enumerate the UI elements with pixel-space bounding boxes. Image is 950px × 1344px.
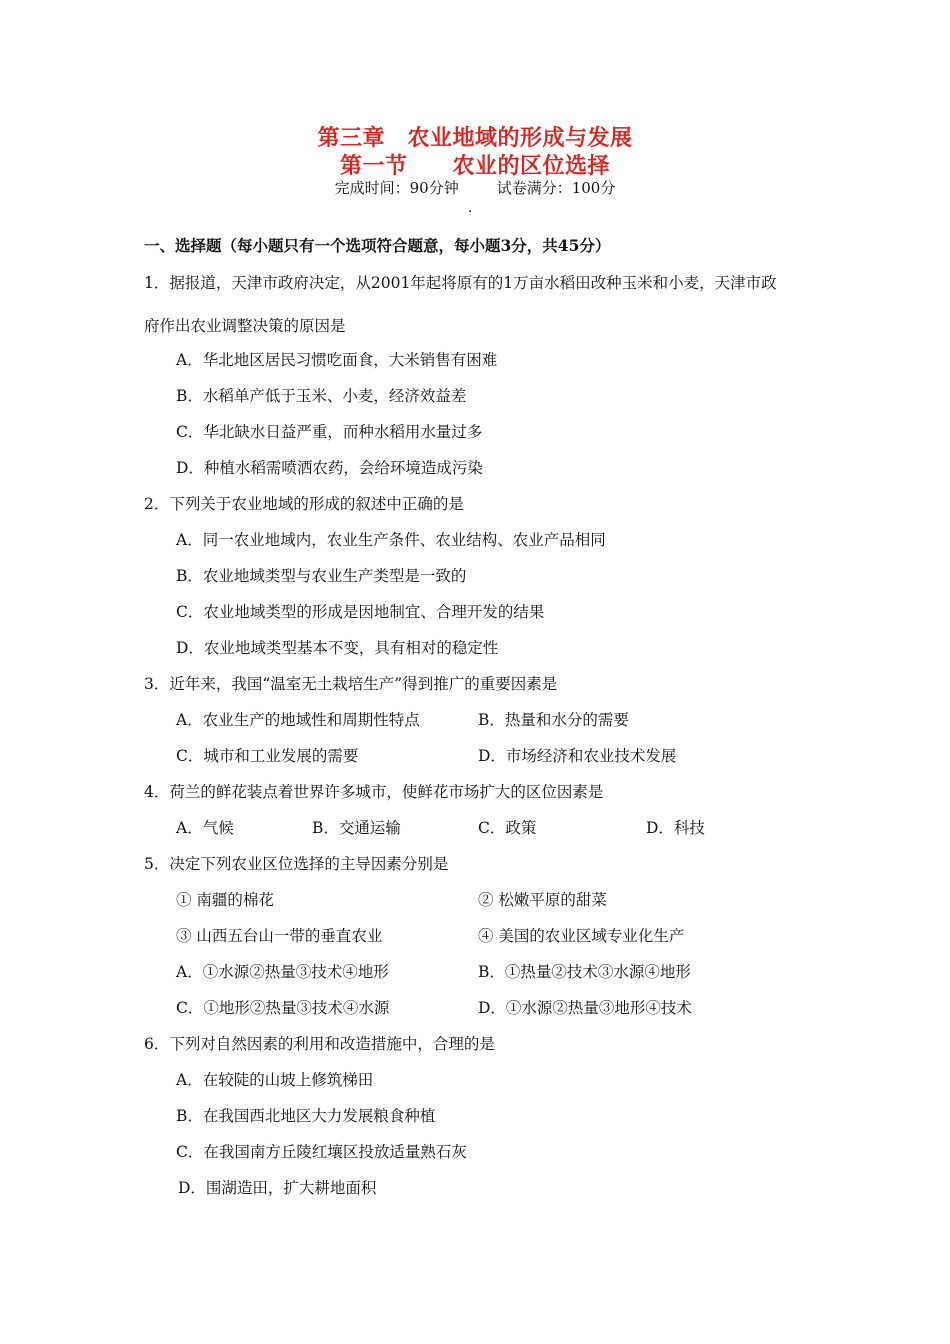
question-stem: 4．荷兰的鲜花装点着世界许多城市，使鲜花市场扩大的区位因素是 [144,783,604,801]
full-score: 试卷满分：100分 [496,179,616,197]
completion-time: 完成时间：90分钟 [334,179,459,197]
option: D．①水源②热量③地形④技术 [478,999,692,1017]
option: D．农业地域类型基本不变，具有相对的稳定性 [176,639,499,657]
option: C．①地形②热量③技术④水源 [176,999,390,1017]
section-title: 第一节 农业的区位选择 [339,153,610,179]
option: D．围湖造田，扩大耕地面积 [178,1179,377,1197]
option: A．①水源②热量③技术④地形 [176,963,389,981]
option: B．在我国西北地区大力发展粮食种植 [176,1107,436,1125]
numbered-item: ④ 美国的农业区域专业化生产 [478,927,685,945]
option: A．农业生产的地域性和周期性特点 [176,711,420,729]
option: C．农业地域类型的形成是因地制宜、合理开发的结果 [176,603,545,621]
option: B．农业地域类型与农业生产类型是一致的 [176,567,467,585]
question-stem-continued: 府作出农业调整决策的原因是 [144,317,346,335]
question-stem: 5．决定下列农业区位选择的主导因素分别是 [144,855,449,873]
option: C．华北缺水日益严重，而种水稻用水量过多 [176,423,483,441]
option: D．种植水稻需喷洒农药，会给环境造成污染 [176,459,483,477]
option: B．热量和水分的需要 [478,711,629,729]
section-heading: 一、选择题（每小题只有一个选项符合题意，每小题3分，共45分） [144,236,611,255]
chapter-title: 第三章 农业地域的形成与发展 [317,125,633,151]
option: B．交通运输 [312,819,401,837]
question-stem: 2．下列关于农业地域的形成的叙述中正确的是 [144,495,464,513]
option: B．①热量②技术③水源④地形 [478,963,691,981]
option: A．在较陡的山坡上修筑梯田 [176,1071,374,1089]
question-stem: 1．据报道，天津市政府决定，从2001年起将原有的1万亩水稻田改种玉米和小麦，天津市政 [144,274,777,292]
numbered-item: ① 南疆的棉花 [176,891,274,909]
option: C．政策 [478,819,537,837]
question-stem: 3．近年来，我国“温室无土栽培生产”得到推广的重要因素是 [144,675,558,693]
option: B．水稻单产低于玉米、小麦，经济效益差 [176,387,467,405]
option: A．气候 [176,819,234,837]
numbered-item: ② 松嫩平原的甜菜 [478,891,607,909]
option: D．市场经济和农业技术发展 [478,747,677,765]
option: C．城市和工业发展的需要 [176,747,359,765]
question-stem: 6．下列对自然因素的利用和改造措施中，合理的是 [144,1035,495,1053]
option: D．科技 [646,819,705,837]
option: C．在我国南方丘陵红壤区投放适量熟石灰 [176,1143,467,1161]
exam-meta [0,177,950,198]
numbered-item: ③ 山西五台山一带的垂直农业 [176,927,383,945]
separator-dot: . [468,200,473,216]
option: A．华北地区居民习惯吃面食，大米销售有困难 [176,351,498,369]
option: A．同一农业地域内，农业生产条件、农业结构、农业产品相同 [176,531,606,549]
